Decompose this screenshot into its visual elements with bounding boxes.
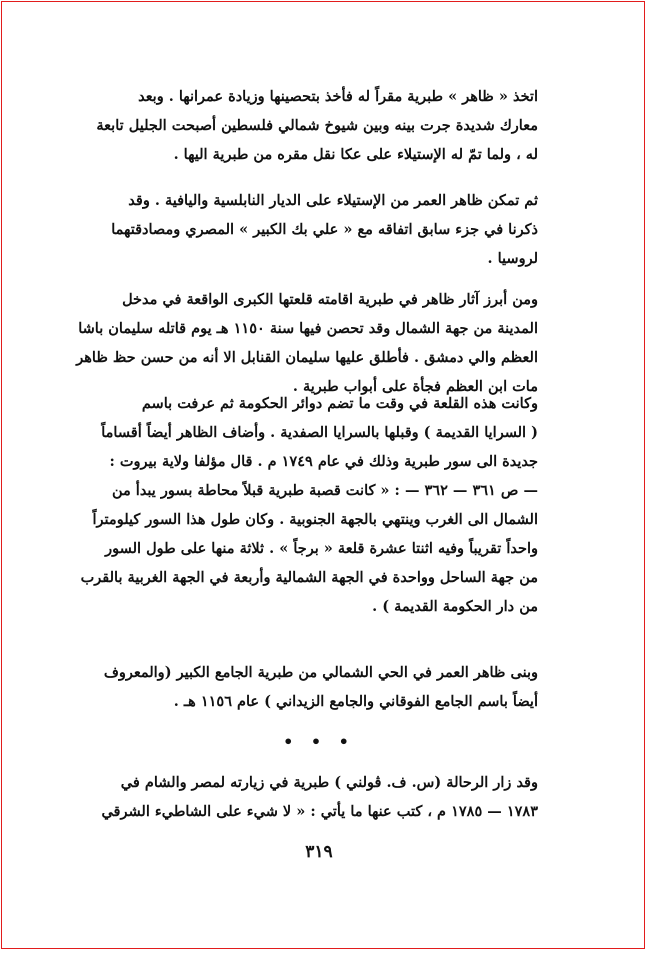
text-line: له ، ولما تمّ له الإستيلاء على عكا نقل مقره من طبرية اليها . bbox=[173, 146, 538, 163]
text-line: من جهة الساحل وواحدة في الجهة الشمالية وأربعة في الجهة الغربية بالقرب bbox=[80, 569, 538, 586]
paragraph-1 bbox=[96, 82, 538, 169]
section-separator: • • • bbox=[283, 732, 355, 751]
text-line: — ص ٣٦١ — ٣٦٢ — : « كانت قصبة طبرية قبلاً محاطة بسور يبدأ من bbox=[111, 482, 538, 499]
text-line: المدينة من جهة الشمال وقد تحصن فيها سنة ١١٥٠ هـ يوم قاتله سليمان باشا bbox=[78, 320, 538, 337]
paragraph-5 bbox=[100, 658, 538, 716]
page-number: ٣١٩ bbox=[305, 842, 333, 862]
text-line: أيضاً باسم الجامع الفوقاني والجامع الزيداني ) عام ١١٥٦ هـ . bbox=[173, 693, 538, 710]
text-line: ومن أبرز آثار ظاهر في طبرية اقامته قلعتها الكبرى الواقعة في مدخل bbox=[122, 291, 538, 308]
text-line: اتخذ « ظاهر » طبرية مقراً له فأخذ بتحصينها وزيادة عمرانها . وبعد bbox=[138, 88, 538, 105]
text-line: واحداً تقريباً وفيه اثنتا عشرة قلعة « برجاً » . ثلاثة منها على طول السور bbox=[105, 540, 538, 557]
paragraph-6 bbox=[100, 768, 538, 826]
text-line: الشمال الى الغرب وينتهي بالجهة الجنوبية . وكان طول هذا السور كيلومتراً bbox=[92, 511, 538, 528]
text-line: جديدة الى سور طبرية وذلك في عام ١٧٤٩ م . قال مؤلفا ولاية بيروت : bbox=[109, 453, 538, 470]
text-line: ذكرنا في جزء سابق اتفاقه مع « علي بك الكبير » المصري ومصادقتهما bbox=[111, 221, 538, 238]
text-line: ١٧٨٣ — ١٧٨٥ م ، كتب عنها ما يأتي : « لا شيء على الشاطيء الشرقي bbox=[101, 803, 538, 820]
text-line: من دار الحكومة القديمة ) . bbox=[372, 598, 538, 615]
paragraph-3 bbox=[76, 285, 538, 401]
text-line: وقد زار الرحالة (س. ف. ڤولني ) طبرية في زيارته لمصر والشام في bbox=[120, 774, 538, 791]
text-line: وبنى ظاهر العمر في الحي الشمالي من طبرية الجامع الكبير (والمعروف bbox=[103, 664, 538, 681]
text-line: ( السرايا القديمة ) وقبلها بالسرايا الصفدية . وأضاف الظاهر أيضاً أقساماً bbox=[101, 424, 538, 441]
text-line: لروسيا . bbox=[487, 250, 538, 267]
paragraph-2 bbox=[100, 186, 538, 273]
text-line: معارك شديدة جرت بينه وبين شيوخ شمالي فلسطين أصبحت الجليل تابعة bbox=[96, 117, 538, 134]
text-line: العظم والي دمشق . فأطلق عليها سليمان القنابل الا أنه من حسن حظ ظاهر bbox=[76, 349, 538, 366]
text-line: مات ابن العظم فجأة على أبواب طبرية . bbox=[292, 378, 538, 395]
text-line: وكانت هذه القلعة في وقت ما تضم دوائر الحكومة ثم عرفت باسم bbox=[141, 395, 538, 412]
text-line: ثم تمكن ظاهر العمر من الإستيلاء على الديار النابلسية واليافية . وقد bbox=[128, 192, 538, 209]
paragraph-4 bbox=[80, 389, 538, 621]
